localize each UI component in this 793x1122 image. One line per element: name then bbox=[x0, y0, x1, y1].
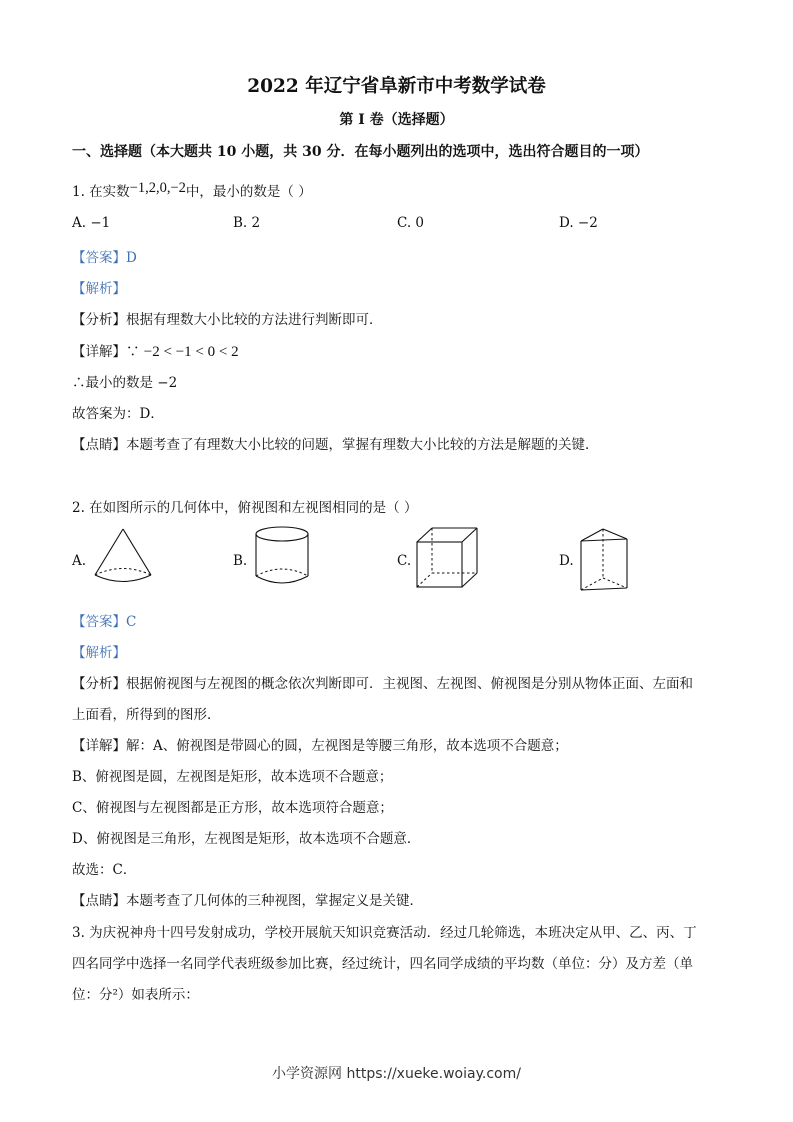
q2-answer: 【答案】C bbox=[72, 614, 137, 630]
q2-option-a-label: A. bbox=[72, 553, 87, 569]
page-title: 2022 年辽宁省阜新市中考数学试卷 bbox=[247, 76, 546, 97]
q1-result: ∴最小的数是 −2 bbox=[72, 375, 178, 391]
q1-stem-post: 中，最小的数是（ ） bbox=[185, 184, 312, 200]
q1-stem-math: −1,2,0,−2 bbox=[129, 180, 186, 196]
q1-xiangjie bbox=[72, 340, 239, 361]
q3-stem-line-3: 位：分²）如表所示： bbox=[72, 987, 199, 1003]
q2-option-c-label: C. bbox=[397, 553, 412, 569]
triangular-prism-figure bbox=[578, 526, 634, 592]
q2-fenxi-line-2: 上面看，所得到的图形． bbox=[72, 707, 221, 723]
cube-figure bbox=[415, 526, 481, 592]
q1-option-a: A. −1 bbox=[72, 215, 111, 231]
q1-dianjing: 【点睛】本题考查了有理数大小比较的问题，掌握有理数大小比较的方法是解题的关键． bbox=[72, 437, 599, 453]
q1-xiangjie-math: −2 < −1 < 0 < 2 bbox=[143, 344, 239, 360]
q1-fenxi: 【分析】根据有理数大小比较的方法进行判断即可． bbox=[72, 312, 383, 328]
q1-stem-pre: 1. 在实数 bbox=[72, 184, 130, 200]
q3-stem-line-2: 四名同学中选择一名同学代表班级参加比赛，经过统计，四名同学成绩的平均数（单位：分）及方差（单 bbox=[72, 956, 693, 972]
q2-xiangjie-line-1: 【详解】解：A、俯视图是带圆心的圆，左视图是等腰三角形，故本选项不合题意； bbox=[72, 738, 568, 754]
q3-stem-line-1: 3. 为庆祝神舟十四号发射成功，学校开展航天知识竞赛活动．经过几轮筛选，本班决定从甲、乙、丙、丁 bbox=[72, 925, 697, 941]
q2-fenxi-line-1: 【分析】根据俯视图与左视图的概念依次判断即可．主视图、左视图、俯视图是分别从物体正面、左面和 bbox=[72, 676, 693, 692]
q1-stem bbox=[72, 180, 312, 201]
paper-subtitle: 第 I 卷（选择题） bbox=[339, 112, 454, 128]
q2-xiangjie-line-4: D、俯视图是三角形，左视图是矩形，故本选项不合题意． bbox=[72, 831, 421, 847]
q1-analysis-tag: 【解析】 bbox=[72, 281, 126, 297]
cone-figure bbox=[90, 526, 156, 592]
q2-option-b-label: B. bbox=[233, 553, 248, 569]
q1-answer: 【答案】D bbox=[72, 250, 137, 266]
q1-option-c: C. 0 bbox=[397, 215, 425, 231]
q2-xiangjie-line-2: B、俯视图是圆，左视图是矩形，故本选项不合题意； bbox=[72, 769, 393, 785]
q2-xiangjie-line-3: C、俯视图与左视图都是正方形，故本选项符合题意； bbox=[72, 800, 393, 816]
q1-choice: 故答案为：D． bbox=[72, 406, 164, 422]
section-heading: 一、选择题（本大题共 10 小题，共 30 分．在每小题列出的选项中，选出符合题目的一项） bbox=[72, 144, 649, 160]
q2-dianjing: 【点睛】本题考查了几何体的三种视图，掌握定义是关键． bbox=[72, 893, 423, 909]
q1-option-b: B. 2 bbox=[233, 215, 261, 231]
cylinder-figure bbox=[252, 524, 312, 590]
q1-xiangjie-tag: 【详解】∵ bbox=[72, 344, 140, 360]
page-footer: 小学资源网 https://xueke.woiay.com/ bbox=[272, 1066, 521, 1082]
q2-stem: 2. 在如图所示的几何体中，俯视图和左视图相同的是（ ） bbox=[72, 500, 418, 516]
q2-choice: 故选：C． bbox=[72, 862, 137, 878]
q2-analysis-tag: 【解析】 bbox=[72, 645, 126, 661]
q1-option-d: D. −2 bbox=[559, 215, 598, 231]
q2-option-d-label: D. bbox=[559, 553, 574, 569]
